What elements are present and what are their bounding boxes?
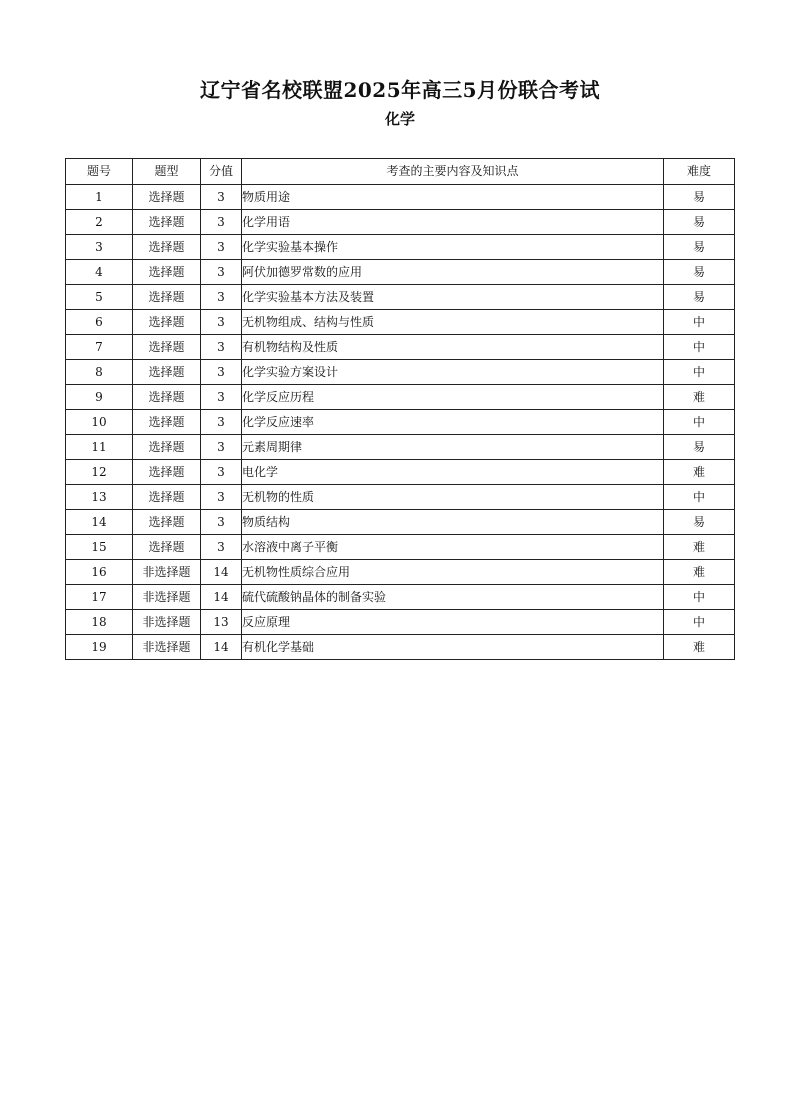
table-row [66,510,735,535]
cell-difficulty: 中 [664,335,735,360]
cell-content: 无机物性质综合应用 [242,560,664,585]
cell-score: 3 [201,385,242,410]
cell-content: 反应原理 [242,610,664,635]
cell-score: 13 [201,610,242,635]
table-header-row [66,159,735,185]
cell-type: 选择题 [133,510,201,535]
table-row [66,335,735,360]
cell-score: 3 [201,410,242,435]
column-header-content: 考查的主要内容及知识点 [242,159,664,185]
cell-content: 硫代硫酸钠晶体的制备实验 [242,585,664,610]
cell-number: 2 [66,210,133,235]
exam-spec-table [65,158,735,660]
cell-type: 选择题 [133,185,201,210]
cell-score: 3 [201,485,242,510]
cell-number: 18 [66,610,133,635]
table-row [66,560,735,585]
table-row [66,260,735,285]
cell-type: 选择题 [133,410,201,435]
cell-score: 3 [201,210,242,235]
cell-score: 3 [201,310,242,335]
cell-difficulty: 中 [664,310,735,335]
cell-score: 3 [201,360,242,385]
column-header-score: 分值 [201,159,242,185]
cell-content: 有机化学基础 [242,635,664,660]
table-row [66,235,735,260]
cell-type: 选择题 [133,360,201,385]
cell-score: 14 [201,560,242,585]
cell-difficulty: 易 [664,210,735,235]
cell-number: 12 [66,460,133,485]
cell-difficulty: 中 [664,360,735,385]
table-row [66,410,735,435]
table-row [66,310,735,335]
cell-score: 3 [201,185,242,210]
cell-type: 选择题 [133,535,201,560]
cell-content: 化学用语 [242,210,664,235]
cell-content: 物质用途 [242,185,664,210]
cell-content: 化学实验基本方法及装置 [242,285,664,310]
cell-number: 8 [66,360,133,385]
column-header-number: 题号 [66,159,133,185]
table-row [66,535,735,560]
cell-type: 选择题 [133,235,201,260]
cell-type: 非选择题 [133,560,201,585]
cell-content: 无机物的性质 [242,485,664,510]
cell-difficulty: 中 [664,410,735,435]
cell-number: 10 [66,410,133,435]
cell-difficulty: 易 [664,435,735,460]
cell-difficulty: 中 [664,610,735,635]
cell-type: 选择题 [133,435,201,460]
cell-difficulty: 易 [664,260,735,285]
table-row [66,360,735,385]
subject-heading: 化学 [384,110,415,128]
cell-number: 15 [66,535,133,560]
cell-score: 3 [201,510,242,535]
cell-type: 选择题 [133,310,201,335]
cell-number: 9 [66,385,133,410]
cell-type: 选择题 [133,210,201,235]
cell-type: 选择题 [133,385,201,410]
cell-type: 选择题 [133,335,201,360]
page-title: 辽宁省名校联盟2025年高三5月份联合考试 [199,78,601,102]
table-row [66,460,735,485]
cell-score: 3 [201,285,242,310]
cell-content: 有机物结构及性质 [242,335,664,360]
cell-difficulty: 中 [664,485,735,510]
cell-difficulty: 难 [664,385,735,410]
cell-number: 19 [66,635,133,660]
table-row [66,585,735,610]
cell-content: 物质结构 [242,510,664,535]
cell-difficulty: 易 [664,285,735,310]
cell-type: 选择题 [133,485,201,510]
cell-number: 16 [66,560,133,585]
cell-difficulty: 难 [664,635,735,660]
cell-score: 3 [201,235,242,260]
column-header-type: 题型 [133,159,201,185]
cell-score: 3 [201,335,242,360]
cell-number: 7 [66,335,133,360]
cell-content: 元素周期律 [242,435,664,460]
cell-difficulty: 难 [664,460,735,485]
cell-content: 阿伏加德罗常数的应用 [242,260,664,285]
cell-content: 水溶液中离子平衡 [242,535,664,560]
table-row [66,185,735,210]
cell-difficulty: 难 [664,535,735,560]
cell-difficulty: 中 [664,585,735,610]
cell-type: 非选择题 [133,585,201,610]
cell-score: 14 [201,635,242,660]
cell-number: 13 [66,485,133,510]
cell-score: 3 [201,435,242,460]
table-row [66,210,735,235]
cell-number: 3 [66,235,133,260]
cell-number: 1 [66,185,133,210]
cell-number: 6 [66,310,133,335]
cell-type: 选择题 [133,460,201,485]
cell-difficulty: 易 [664,510,735,535]
cell-number: 17 [66,585,133,610]
cell-difficulty: 易 [664,235,735,260]
cell-difficulty: 易 [664,185,735,210]
table-body [66,185,735,660]
cell-number: 4 [66,260,133,285]
cell-number: 11 [66,435,133,460]
cell-score: 3 [201,260,242,285]
column-header-difficulty: 难度 [664,159,735,185]
table-row [66,635,735,660]
table-row [66,435,735,460]
cell-content: 无机物组成、结构与性质 [242,310,664,335]
cell-content: 化学实验基本操作 [242,235,664,260]
cell-type: 选择题 [133,285,201,310]
cell-score: 3 [201,460,242,485]
table-row [66,385,735,410]
cell-score: 3 [201,535,242,560]
cell-score: 14 [201,585,242,610]
cell-content: 化学反应历程 [242,385,664,410]
cell-number: 14 [66,510,133,535]
cell-difficulty: 难 [664,560,735,585]
cell-number: 5 [66,285,133,310]
table-row [66,285,735,310]
cell-content: 化学实验方案设计 [242,360,664,385]
table-row [66,485,735,510]
cell-content: 电化学 [242,460,664,485]
cell-type: 非选择题 [133,635,201,660]
cell-type: 选择题 [133,260,201,285]
cell-content: 化学反应速率 [242,410,664,435]
table-row [66,610,735,635]
cell-type: 非选择题 [133,610,201,635]
